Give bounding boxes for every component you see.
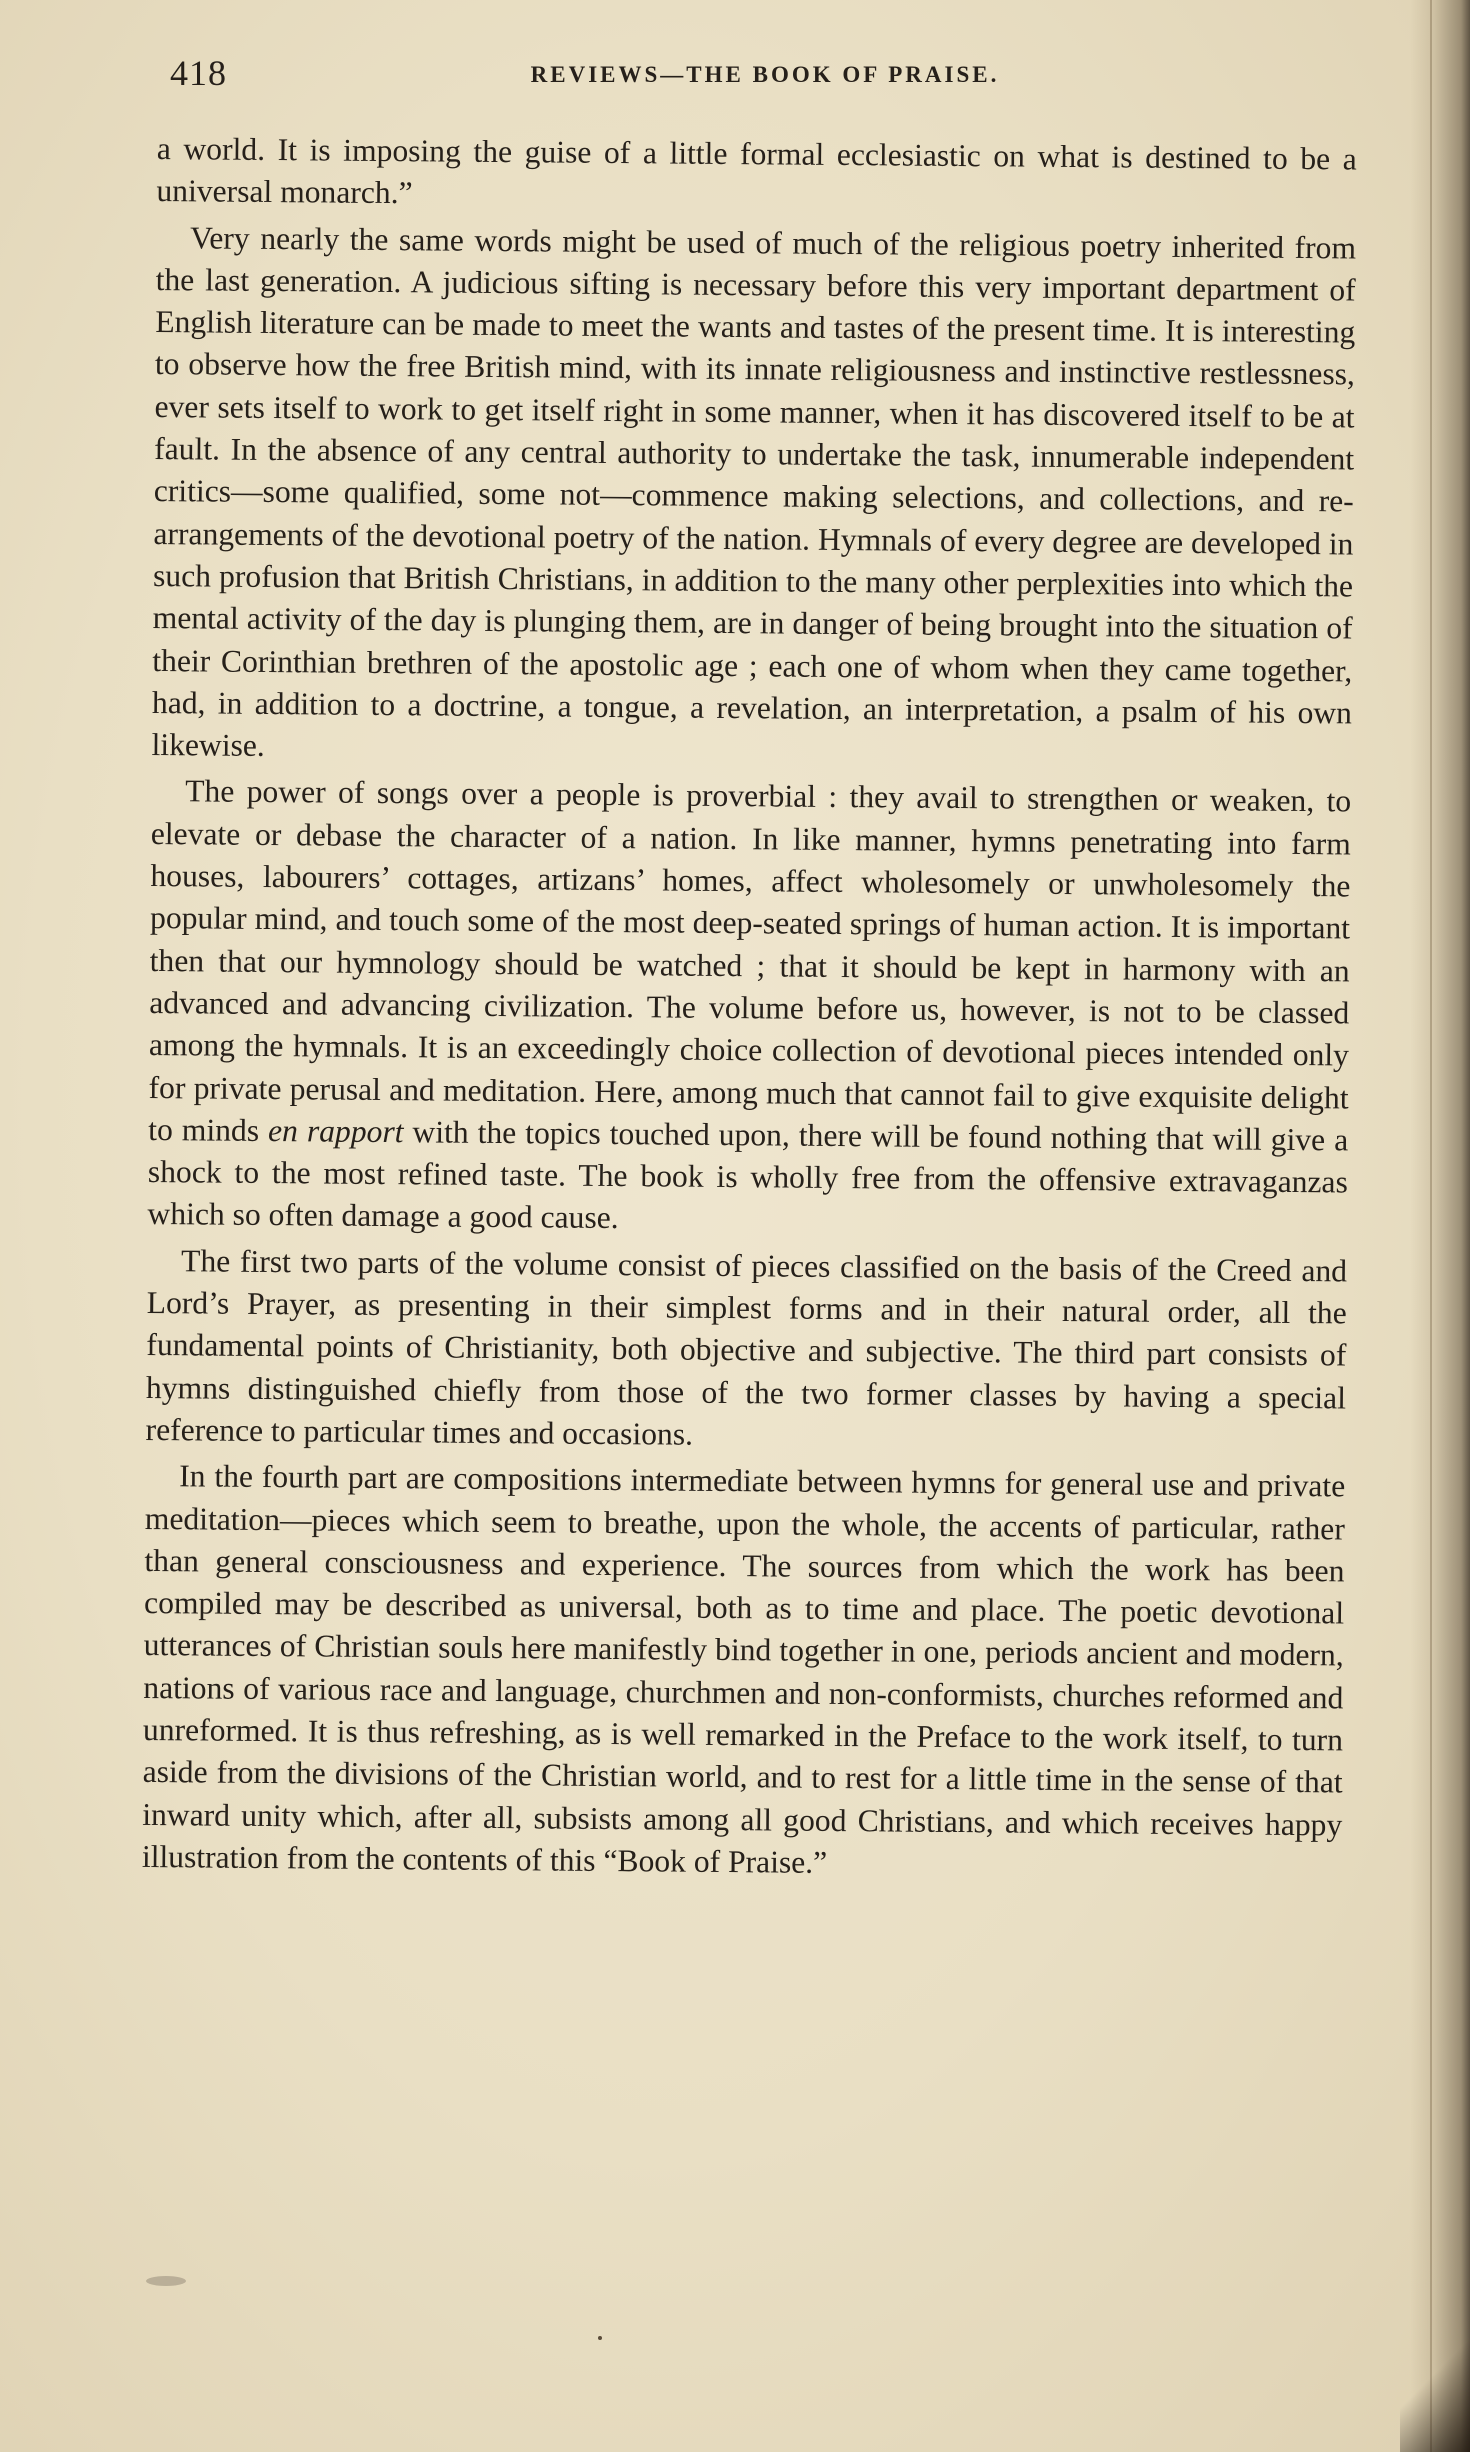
page-edge-shadow (1410, 0, 1470, 2452)
ink-smudge (146, 2276, 186, 2286)
running-head: REVIEWS—THE BOOK OF PRAISE. (530, 62, 1000, 87)
paragraph-2: Very nearly the same words might be used of much of the religious poetry inherited from the last generation. A judicious sifting is necessary before this very important department of English literature can be made to meet the wants and tastes of the present time. It is interesting to observe how the free British mind, with its innate religiousness and instinctive restlessness, ever sets itself to work to get itself right in some manner, when it has discovered itself to be at fault. In the absence of any central authority to undertake the task, innumerable independent critics—some qualified, some not—commence making selections, and collections, and re-arrangements of the devotional poetry of the nation. Hymnals of every degree are developed in such profusion that British Christians, in addition to the many other perplexities into which the mental activity of the day is plunging them, are in danger of being brought into the situation of their Corinthian brethren of the apostolic age ; each one of whom when they came together, had, in addition to a doctrine, a tongue, a revelation, an interpretation, a psalm of his own likewise. (151, 219, 1357, 764)
page-header (170, 52, 1360, 112)
paragraph-4: The first two parts of the volume consist of pieces classified on the basis of the Creed and Lord’s Prayer, as presenting in their simplest forms and in their natural order, all the fundamental points of Christianity, both objective and subjective. The third part consists of hymns distinguished chiefly from those of the two former classes by having a special reference to particular times and occasions. (145, 1242, 1348, 1452)
paragraph-1: a world. It is imposing the guise of a little formal ecclesiastic on what is destined to be a universal monarch.” (156, 130, 1357, 211)
paragraph-5: In the fourth part are compositions intermediate between hymns for general use and private meditation—pieces which seem to breathe, upon the whole, the accents of particular, rather than general consciousness and experience. The sources from which the work has been compiled may be described as universal, both as to time and place. The poetic devotional utterances of Christian souls here manifestly bind together in one, periods ancient and modern, nations of various race and language, churchmen and non-conformists, churches reformed and unreformed. It is thus refreshing, as is well remarked in the Preface to the work itself, to turn aside from the divisions of the Christian world, and to rest for a little time in the sense of that inward unity which, after all, subsists among all good Christians, and which receives happy illustration from the contents of this “Book of Praise.” (141, 1458, 1346, 1880)
paragraph-3-text-after: with the topics touched upon, there will be found nothing that will give a shock to the most refined taste. The book is wholly free from the offensive extravaganzas which so often damage a good cause. (147, 1114, 1349, 1236)
ink-dot (598, 2336, 602, 2340)
paragraph-3 (147, 770, 1351, 1246)
paragraph-3-italic-phrase: en rapport (267, 1112, 404, 1150)
corner-shadow (1400, 2332, 1470, 2452)
body-text (142, 128, 1357, 1893)
paragraph-3-text-before: The power of songs over a people is proverbial : they avail to strengthen or weaken, to elevate or debase the character of a nation. In like manner, hymns penetrating into farm houses, labourers’ cottages, artizans’ homes, affect wholesomely or unwholesomely the popular mind, and touch some of the most deep-seated springs of human action. It is important then that our hymnology should be watched ; that it should be kept in harmony with an advanced and advancing civilization. The volume before us, however, is not to be classed among the hymnals. It is an exceedingly choice collection of devotional pieces intended only for private perusal and meditation. Here, among much that cannot fail to give exquisite delight to minds (148, 773, 1352, 1148)
page-edge-line (1430, 0, 1432, 2452)
page-number: 418 (170, 53, 227, 93)
